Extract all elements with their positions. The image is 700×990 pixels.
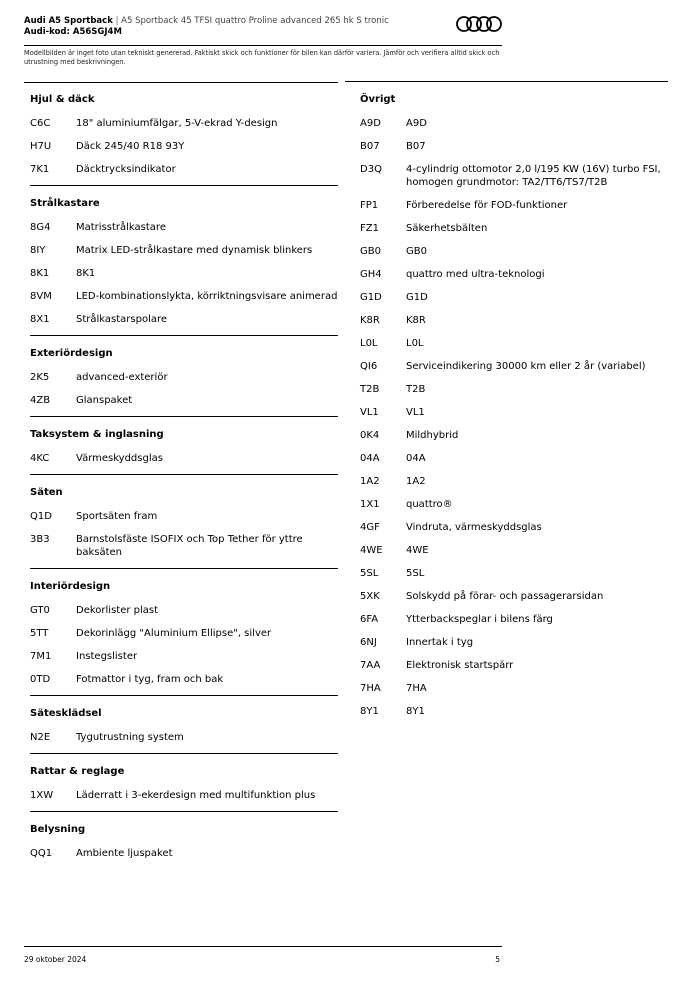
equipment-row — [30, 842, 338, 865]
equipment-description: Solskydd på förar- och passagerarsidan — [406, 591, 604, 602]
equipment-description: Däck 245/40 R18 93Y — [76, 141, 185, 152]
equipment-description: Glanspaket — [76, 395, 133, 406]
equipment-row — [360, 585, 668, 608]
equipment-description: quattro med ultra-teknologi — [406, 269, 545, 280]
equipment-code: 4WE — [360, 545, 383, 556]
section-title: Rattar & reglage — [30, 766, 125, 777]
equipment-description: Matrisstrålkastare — [76, 222, 166, 233]
equipment-row — [360, 424, 668, 447]
section-title: Belysning — [30, 824, 86, 835]
equipment-description: Matrix LED-strålkastare med dynamisk blinkers — [76, 245, 313, 256]
equipment-row — [360, 516, 668, 539]
equipment-description: Fotmattor i tyg, fram och bak — [76, 674, 224, 685]
equipment-description: 4-cylindrig ottomotor 2,0 l/195 KW (16V) turbo FSI, homogen grundmotor: TA2/TT6/TS7/T2B — [406, 164, 661, 188]
equipment-description: 7HA — [406, 683, 427, 694]
equipment-code: C6C — [30, 118, 51, 129]
equipment-code: K8R — [360, 315, 380, 326]
equipment-description: L0L — [406, 338, 424, 349]
section-title: Sätesklädsel — [30, 708, 102, 719]
equipment-row — [30, 389, 338, 412]
equipment-row — [360, 309, 668, 332]
section-title: Strålkastare — [30, 198, 100, 209]
equipment-description: Dekorinlägg "Aluminium Ellipse", silver — [76, 628, 272, 639]
equipment-code: 3B3 — [30, 534, 50, 545]
equipment-code: N2E — [30, 732, 51, 743]
equipment-description: GB0 — [406, 246, 427, 257]
equipment-description: 04A — [406, 453, 426, 464]
equipment-code: 5XK — [360, 591, 380, 602]
equipment-row — [30, 599, 338, 622]
equipment-row — [30, 112, 338, 135]
equipment-code: 7M1 — [30, 651, 52, 662]
equipment-description: Vindruta, värmeskyddsglas — [406, 522, 542, 533]
audi-rings-logo — [455, 15, 503, 33]
equipment-row — [360, 240, 668, 263]
equipment-description: Däcktrycksindikator — [76, 164, 176, 175]
equipment-description: Barnstolsfäste ISOFIX och Top Tether för yttre baksäten — [76, 534, 303, 558]
equipment-code: 8G4 — [30, 222, 51, 233]
equipment-description: LED-kombinationslykta, körriktningsvisare animerad — [76, 291, 338, 302]
equipment-row — [360, 654, 668, 677]
equipment-description: advanced-exteriör — [76, 372, 168, 383]
equipment-description: Instegslister — [76, 651, 138, 662]
equipment-section — [30, 186, 338, 336]
equipment-row — [360, 539, 668, 562]
equipment-description: Dekorlister plast — [76, 605, 159, 616]
equipment-section — [30, 82, 338, 186]
equipment-row — [30, 285, 338, 308]
equipment-description: A9D — [406, 118, 427, 129]
equipment-code: 4GF — [360, 522, 380, 533]
equipment-description: 18" aluminiumfälgar, 5-V-ekrad Y-design — [76, 118, 278, 129]
disclaimer-text: Modellbilden är inget foto utan tekniskt genererad. Faktiskt skick och funktioner för bilen kan därför variera. Jämför och verifiera alltid skick och utrustning med beskrivningen. — [24, 49, 500, 66]
model-description: A5 Sportback 45 TFSI quattro Proline advanced 265 hk S tronic — [121, 16, 389, 26]
equipment-code: 8VM — [30, 291, 52, 302]
equipment-description: Ytterbackspeglar i bilens färg — [406, 614, 553, 625]
equipment-description: 8K1 — [76, 268, 96, 279]
document-header — [24, 16, 504, 38]
equipment-description: Sportsäten fram — [76, 511, 158, 522]
equipment-code: 7K1 — [30, 164, 50, 175]
equipment-description: Elektronisk startspärr — [406, 660, 514, 671]
equipment-section — [30, 754, 338, 812]
equipment-code: 5SL — [360, 568, 379, 579]
footer-divider — [24, 946, 502, 947]
equipment-row — [360, 401, 668, 424]
equipment-description: 1A2 — [406, 476, 426, 487]
equipment-code: G1D — [360, 292, 382, 303]
equipment-code: GB0 — [360, 246, 381, 257]
equipment-code: 1A2 — [360, 476, 380, 487]
section-title: Taksystem & inglasning — [30, 429, 164, 440]
equipment-section — [30, 417, 338, 475]
equipment-code: 0TD — [30, 674, 51, 685]
equipment-code: H7U — [30, 141, 52, 152]
equipment-row — [360, 562, 668, 585]
equipment-description: Värmeskyddsglas — [76, 453, 163, 464]
equipment-section — [30, 336, 338, 417]
equipment-code: 8IY — [30, 245, 46, 256]
equipment-row — [30, 528, 338, 564]
equipment-row — [360, 135, 668, 158]
equipment-description: Ambiente ljuspaket — [76, 848, 173, 859]
section-title: Interiördesign — [30, 581, 111, 592]
equipment-section — [360, 82, 668, 727]
left-equipment-column — [30, 82, 338, 869]
equipment-section — [30, 569, 338, 696]
equipment-row — [360, 112, 668, 135]
equipment-code: QI6 — [360, 361, 378, 372]
equipment-code: 6NJ — [360, 637, 377, 648]
equipment-code: A9D — [360, 118, 381, 129]
equipment-row — [30, 668, 338, 691]
equipment-code: 8K1 — [30, 268, 50, 279]
equipment-code: 6FA — [360, 614, 379, 625]
equipment-row — [360, 332, 668, 355]
equipment-row — [360, 608, 668, 631]
equipment-code: 4KC — [30, 453, 50, 464]
equipment-row — [360, 355, 668, 378]
equipment-code: Q1D — [30, 511, 52, 522]
equipment-code: D3Q — [360, 164, 382, 175]
equipment-row — [30, 239, 338, 262]
equipment-code: 2K5 — [30, 372, 50, 383]
page-number: 5 — [495, 955, 500, 964]
equipment-row — [30, 308, 338, 331]
equipment-description: Innertak i tyg — [406, 637, 474, 648]
equipment-row — [30, 447, 338, 470]
equipment-code: 8Y1 — [360, 706, 379, 717]
equipment-description: B07 — [406, 141, 426, 152]
equipment-description: Tygutrustning system — [76, 732, 184, 743]
equipment-description: T2B — [406, 384, 426, 395]
equipment-description: Säkerhetsbälten — [406, 223, 488, 234]
equipment-row — [30, 784, 338, 807]
equipment-description: Läderratt i 3-ekerdesign med multifunktion plus — [76, 790, 316, 801]
equipment-description: Strålkastarspolare — [76, 314, 168, 325]
equipment-row — [30, 726, 338, 749]
equipment-code: FZ1 — [360, 223, 379, 234]
equipment-code: QQ1 — [30, 848, 53, 859]
equipment-row — [360, 470, 668, 493]
equipment-code: 7AA — [360, 660, 381, 671]
equipment-code: GT0 — [30, 605, 50, 616]
equipment-description: K8R — [406, 315, 426, 326]
equipment-description: 4WE — [406, 545, 429, 556]
equipment-code: 1XW — [30, 790, 54, 801]
equipment-row — [360, 286, 668, 309]
footer-date: 29 oktober 2024 — [24, 955, 87, 964]
header-title-line — [24, 16, 504, 27]
equipment-code: T2B — [360, 384, 380, 395]
equipment-row — [360, 493, 668, 516]
equipment-code: 4ZB — [30, 395, 51, 406]
equipment-section — [30, 812, 338, 869]
header-separator: | — [115, 16, 119, 26]
section-title: Hjul & däck — [30, 94, 95, 105]
section-title: Säten — [30, 487, 63, 498]
equipment-row — [30, 366, 338, 389]
equipment-row — [30, 645, 338, 668]
equipment-row — [30, 216, 338, 239]
equipment-code: 5TT — [30, 628, 49, 639]
equipment-code: GH4 — [360, 269, 382, 280]
section-title: Övrigt — [360, 94, 396, 105]
model-name: Audi A5 Sportback — [24, 16, 113, 26]
equipment-description: Mildhybrid — [406, 430, 459, 441]
audi-code: Audi-kod: A56SGJ4M — [24, 27, 122, 37]
equipment-description: Förberedelse för FOD-funktioner — [406, 200, 568, 211]
equipment-code: 7HA — [360, 683, 381, 694]
equipment-description: 8Y1 — [406, 706, 425, 717]
equipment-row — [360, 447, 668, 470]
equipment-section — [30, 696, 338, 754]
equipment-code: 0K4 — [360, 430, 380, 441]
equipment-row — [30, 622, 338, 645]
equipment-code: 8X1 — [30, 314, 50, 325]
right-equipment-column — [360, 82, 668, 727]
header-divider — [24, 45, 502, 46]
equipment-row — [30, 505, 338, 528]
equipment-row — [360, 194, 668, 217]
equipment-code: B07 — [360, 141, 380, 152]
equipment-row — [360, 217, 668, 240]
equipment-row — [360, 158, 668, 194]
equipment-description: G1D — [406, 292, 428, 303]
equipment-code: FP1 — [360, 200, 379, 211]
equipment-description: 5SL — [406, 568, 425, 579]
equipment-description: quattro® — [406, 499, 453, 510]
equipment-section — [30, 475, 338, 569]
equipment-code: 04A — [360, 453, 380, 464]
equipment-row — [30, 158, 338, 181]
equipment-description: Serviceindikering 30000 km eller 2 år (variabel) — [406, 361, 646, 372]
equipment-row — [360, 700, 668, 723]
equipment-row — [360, 263, 668, 286]
equipment-code: 1X1 — [360, 499, 380, 510]
equipment-row — [30, 262, 338, 285]
equipment-row — [360, 378, 668, 401]
equipment-code: L0L — [360, 338, 378, 349]
equipment-code: VL1 — [360, 407, 379, 418]
equipment-row — [360, 631, 668, 654]
equipment-row — [360, 677, 668, 700]
section-title: Exteriördesign — [30, 348, 113, 359]
equipment-description: VL1 — [406, 407, 425, 418]
equipment-row — [30, 135, 338, 158]
